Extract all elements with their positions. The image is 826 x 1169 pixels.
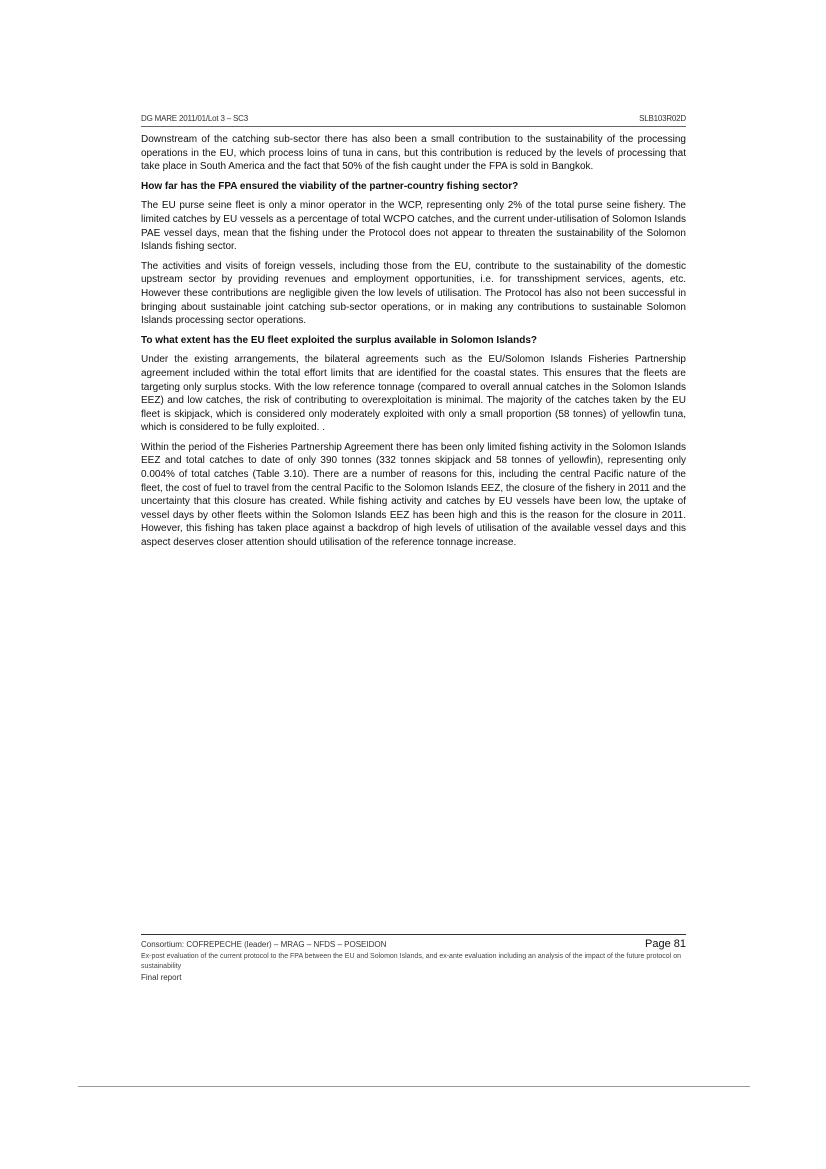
paragraph-purse-seine: The EU purse seine fleet is only a minor operator in the WCP, representing only 2% of the total purse seine fishery. The limited catches by EU vessels as a percentage of total WCPO catches, and the current under-utilisation of Solomon Islands PAE vessel days, mean that the fishing under the Protocol does not appear to threaten the sustainability of the Solomon Islands fishing sector. — [141, 200, 686, 253]
footer-consortium: Consortium: COFREPECHE (leader) – MRAG – NFDS – POSEIDON — [141, 940, 387, 949]
paragraph-downstream: Downstream of the catching sub-sector there has also been a small contribution to the sustainability of the processing operations in the EU, which process loins of tuna in cans, but this contribution is reduced by the levels of processing that take place in South America and the fact that 50% of the fish caught under the FPA is sold in Bangkok. — [141, 134, 686, 173]
page-header — [141, 114, 686, 127]
header-document-code: SLB103R02D — [639, 114, 686, 123]
paragraph-fishing-activity: Within the period of the Fisheries Partnership Agreement there has been only limited fishing activity in the Solomon Islands EEZ and total catches to date of only 390 tonnes (332 tonnes skipjack and 58 tonnes of yellowfin), representing only 0.004% of total catches (Table 3.10). There are a number of reasons for this, including the central Pacific nature of the fleet, the cost of fuel to travel from the central Pacific to the Solomon Islands EEZ, the closure of the fishery in 2011 and the uncertainty that this closure has created. While fishing activity and catches by EU vessels have been low, the uptake of vessel days by other fleets within the Solomon Islands EEZ has been high and this is the reason for the closure in 2011. However, this fishing has taken place against a backdrop of high levels of utilisation of the available vessel days and this aspect deserves closer attention should utilisation of the reference tonnage increase. — [141, 441, 686, 549]
heading-surplus: To what extent has the EU fleet exploited the surplus available in Solomon Islands? — [141, 334, 538, 346]
paragraph-foreign-vessels: The activities and visits of foreign vessels, including those from the EU, contribute to the sustainability of the domestic upstream sector by providing revenues and employment opportunities, i.e. for transshipment services, agents, etc. However these contributions are negligible given the low levels of utilisation. The Protocol has also not been successful in bringing about sustainable joint catching sub-sector operations, or in making any contributions to sustainable Solomon Islands processing sector operations. — [141, 260, 686, 327]
footer-description: Ex-post evaluation of the current protocol to the FPA between the EU and Solomon Islands, and ex-ante evaluation including an analysis of the impact of the future protocol on sustainability — [141, 953, 681, 970]
bottom-divider — [78, 1086, 750, 1087]
page-number: Page 81 — [645, 938, 686, 950]
body-content — [141, 133, 686, 550]
header-reference: DG MARE 2011/01/Lot 3 – SC3 — [141, 114, 248, 123]
heading-viability: How far has the FPA ensured the viability of the partner-country fishing sector? — [141, 180, 519, 192]
document-page — [141, 114, 686, 556]
page-footer — [141, 934, 686, 982]
footer-final-report: Final report — [141, 973, 182, 982]
paragraph-arrangements: Under the existing arrangements, the bilateral agreements such as the EU/Solomon Islands Fisheries Partnership agreement included within the total effort limits that are identified for the coastal states. This ensures that the fleets are targeting only surplus stocks. With the low reference tonnage (compared to overall annual catches in the Solomon Islands EEZ) and low catches, the risk of contributing to overexploitation is minimal. The majority of the catches taken by the EU fleet is skipjack, which is considered only moderately exploited with only a small proportion (58 tonnes) of yellowfin tuna, which is considered to be fully exploited. . — [141, 354, 686, 434]
